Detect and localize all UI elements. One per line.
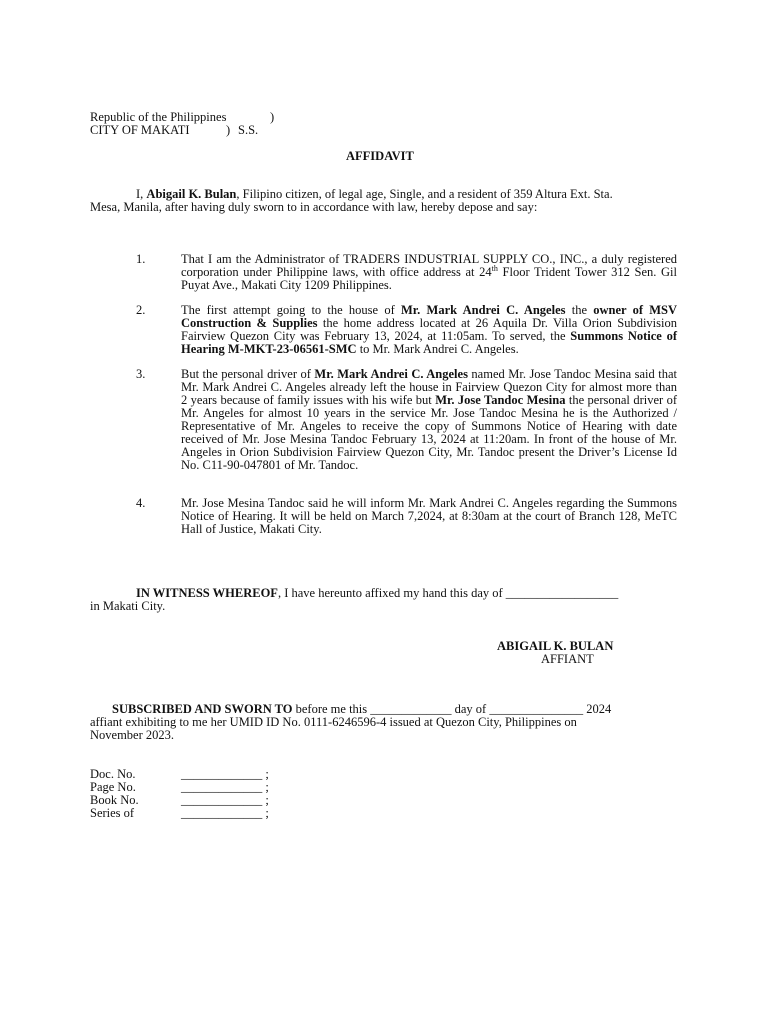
header-paren-2: ): [226, 123, 231, 137]
notary-book-label: Book No.: [90, 793, 139, 807]
sworn-line-3: November 2023.: [90, 728, 175, 742]
witness-bold: IN WITNESS WHEREOF: [136, 586, 278, 600]
document-title: AFFIDAVIT: [346, 149, 414, 163]
signature-name: ABIGAIL K. BULAN: [497, 639, 614, 653]
item-2-bold-name: Mr. Mark Andrei C. Angeles: [400, 303, 566, 317]
sworn-line-2: affiant exhibiting to me her UMID ID No. 0111-6246596-4 issued at Quezon City, Philippines on: [90, 715, 577, 729]
item-3-text: [181, 368, 677, 472]
header-paren-1: ): [270, 110, 275, 124]
item-2-text: [181, 304, 677, 356]
notary-doc-blank: _____________ ;: [181, 767, 269, 781]
item-2-part-c: the: [565, 303, 594, 317]
notary-series-label: Series of: [90, 806, 135, 820]
item-number-1: 1.: [136, 252, 146, 266]
item-2-bold-summons: Summons Notice of Hearing M-MKT-23-06561-SMC: [181, 329, 677, 356]
notary-page-blank: _____________ ;: [181, 780, 269, 794]
witness-line-1: [136, 587, 618, 600]
item-1-part-a: That I am the Administrator of TRADERS INDUSTRIAL SUPPLY CO., INC., a duly registered corporation under Philippine laws, with office address at 24: [181, 252, 677, 279]
header-republic: Republic of the Philippines: [90, 110, 227, 124]
item-3-bold-name: Mr. Mark Andrei C. Angeles: [314, 367, 468, 381]
intro-rest-1: , Filipino citizen, of legal age, Single, and a resident of 359 Altura Ext. Sta.: [236, 187, 613, 201]
item-number-4: 4.: [136, 496, 146, 510]
notary-doc-label: Doc. No.: [90, 767, 136, 781]
sworn-bold: SUBSCRIBED AND SWORN TO: [112, 702, 293, 716]
notary-series-blank: _____________ ;: [181, 806, 269, 820]
notary-book-blank: _____________ ;: [181, 793, 269, 807]
intro-paragraph: [90, 188, 677, 214]
intro-affiant-name: Abigail K. Bulan: [146, 187, 237, 201]
item-2-part-a: The first attempt going to the house of: [181, 303, 401, 317]
item-2-part-d: the home address located at 26 Aquila Dr. Villa Orion Subdivision Fairview Quezon City was February 13, 2024, at 11:05am. To served, the: [181, 316, 677, 343]
item-2-part-e: to Mr. Mark Andrei C. Angeles.: [356, 342, 519, 356]
sworn-paragraph: [90, 703, 677, 742]
notary-page-label: Page No.: [90, 780, 136, 794]
sworn-rest: before me this _____________ day of _______________ 2024: [292, 702, 612, 716]
item-1-text: [181, 253, 677, 292]
item-3-part-c: named Mr. Jose Tandoc Mesina said that Mr. Mark Andrei C. Angeles already left the house in Fairview Quezon City for almost more than 2 years because of family issues with his wife but: [181, 367, 677, 407]
item-3-part-a: But the personal driver of: [181, 367, 315, 381]
item-1-sup: th: [491, 263, 498, 273]
signature-role: AFFIANT: [541, 652, 594, 666]
item-number-2: 2.: [136, 303, 146, 317]
witness-line-2: in Makati City.: [90, 599, 166, 613]
intro-i: I,: [136, 187, 144, 201]
header-city: CITY OF MAKATI: [90, 123, 190, 137]
item-3-bold-driver: Mr. Jose Tandoc Mesina: [435, 393, 566, 407]
intro-rest-2: Mesa, Manila, after having duly sworn to in accordance with law, hereby depose and say:: [90, 200, 538, 214]
item-3-part-d: the personal driver of Mr. Angeles for almost 10 years in the service Mr. Jose Tandoc Mesina he is the Authorized / Representative of Mr. Angeles to receive the copy of Summons Notice of Hearing with date received of Mr. Jose Mesina Tandoc February 13, 2024 at 11:20am. In front of the house of Mr. Angeles in Orion Subdivision Fairview Quezon City, Mr. Tandoc present the Driver’s License Id No. C11-90-047801 of Mr. Tandoc.: [181, 393, 677, 472]
item-1-part-b: Floor Trident Tower 312 Sen. Gil Puyat Ave., Makati City 1209 Philippines.: [181, 265, 677, 292]
header-ss: S.S.: [238, 123, 259, 137]
item-2-bold-owner: owner of MSV Construction & Supplies: [181, 303, 677, 330]
item-number-3: 3.: [136, 367, 146, 381]
witness-rest: , I have hereunto affixed my hand this day of __________________: [277, 586, 619, 600]
item-4-text: Mr. Jose Mesina Tandoc said he will inform Mr. Mark Andrei C. Angeles regarding the Summons Notice of Hearing. It will be held on March 7,2024, at 8:30am at the court of Branch 128, MeTC Hall of Justice, Makati City.: [181, 496, 677, 536]
